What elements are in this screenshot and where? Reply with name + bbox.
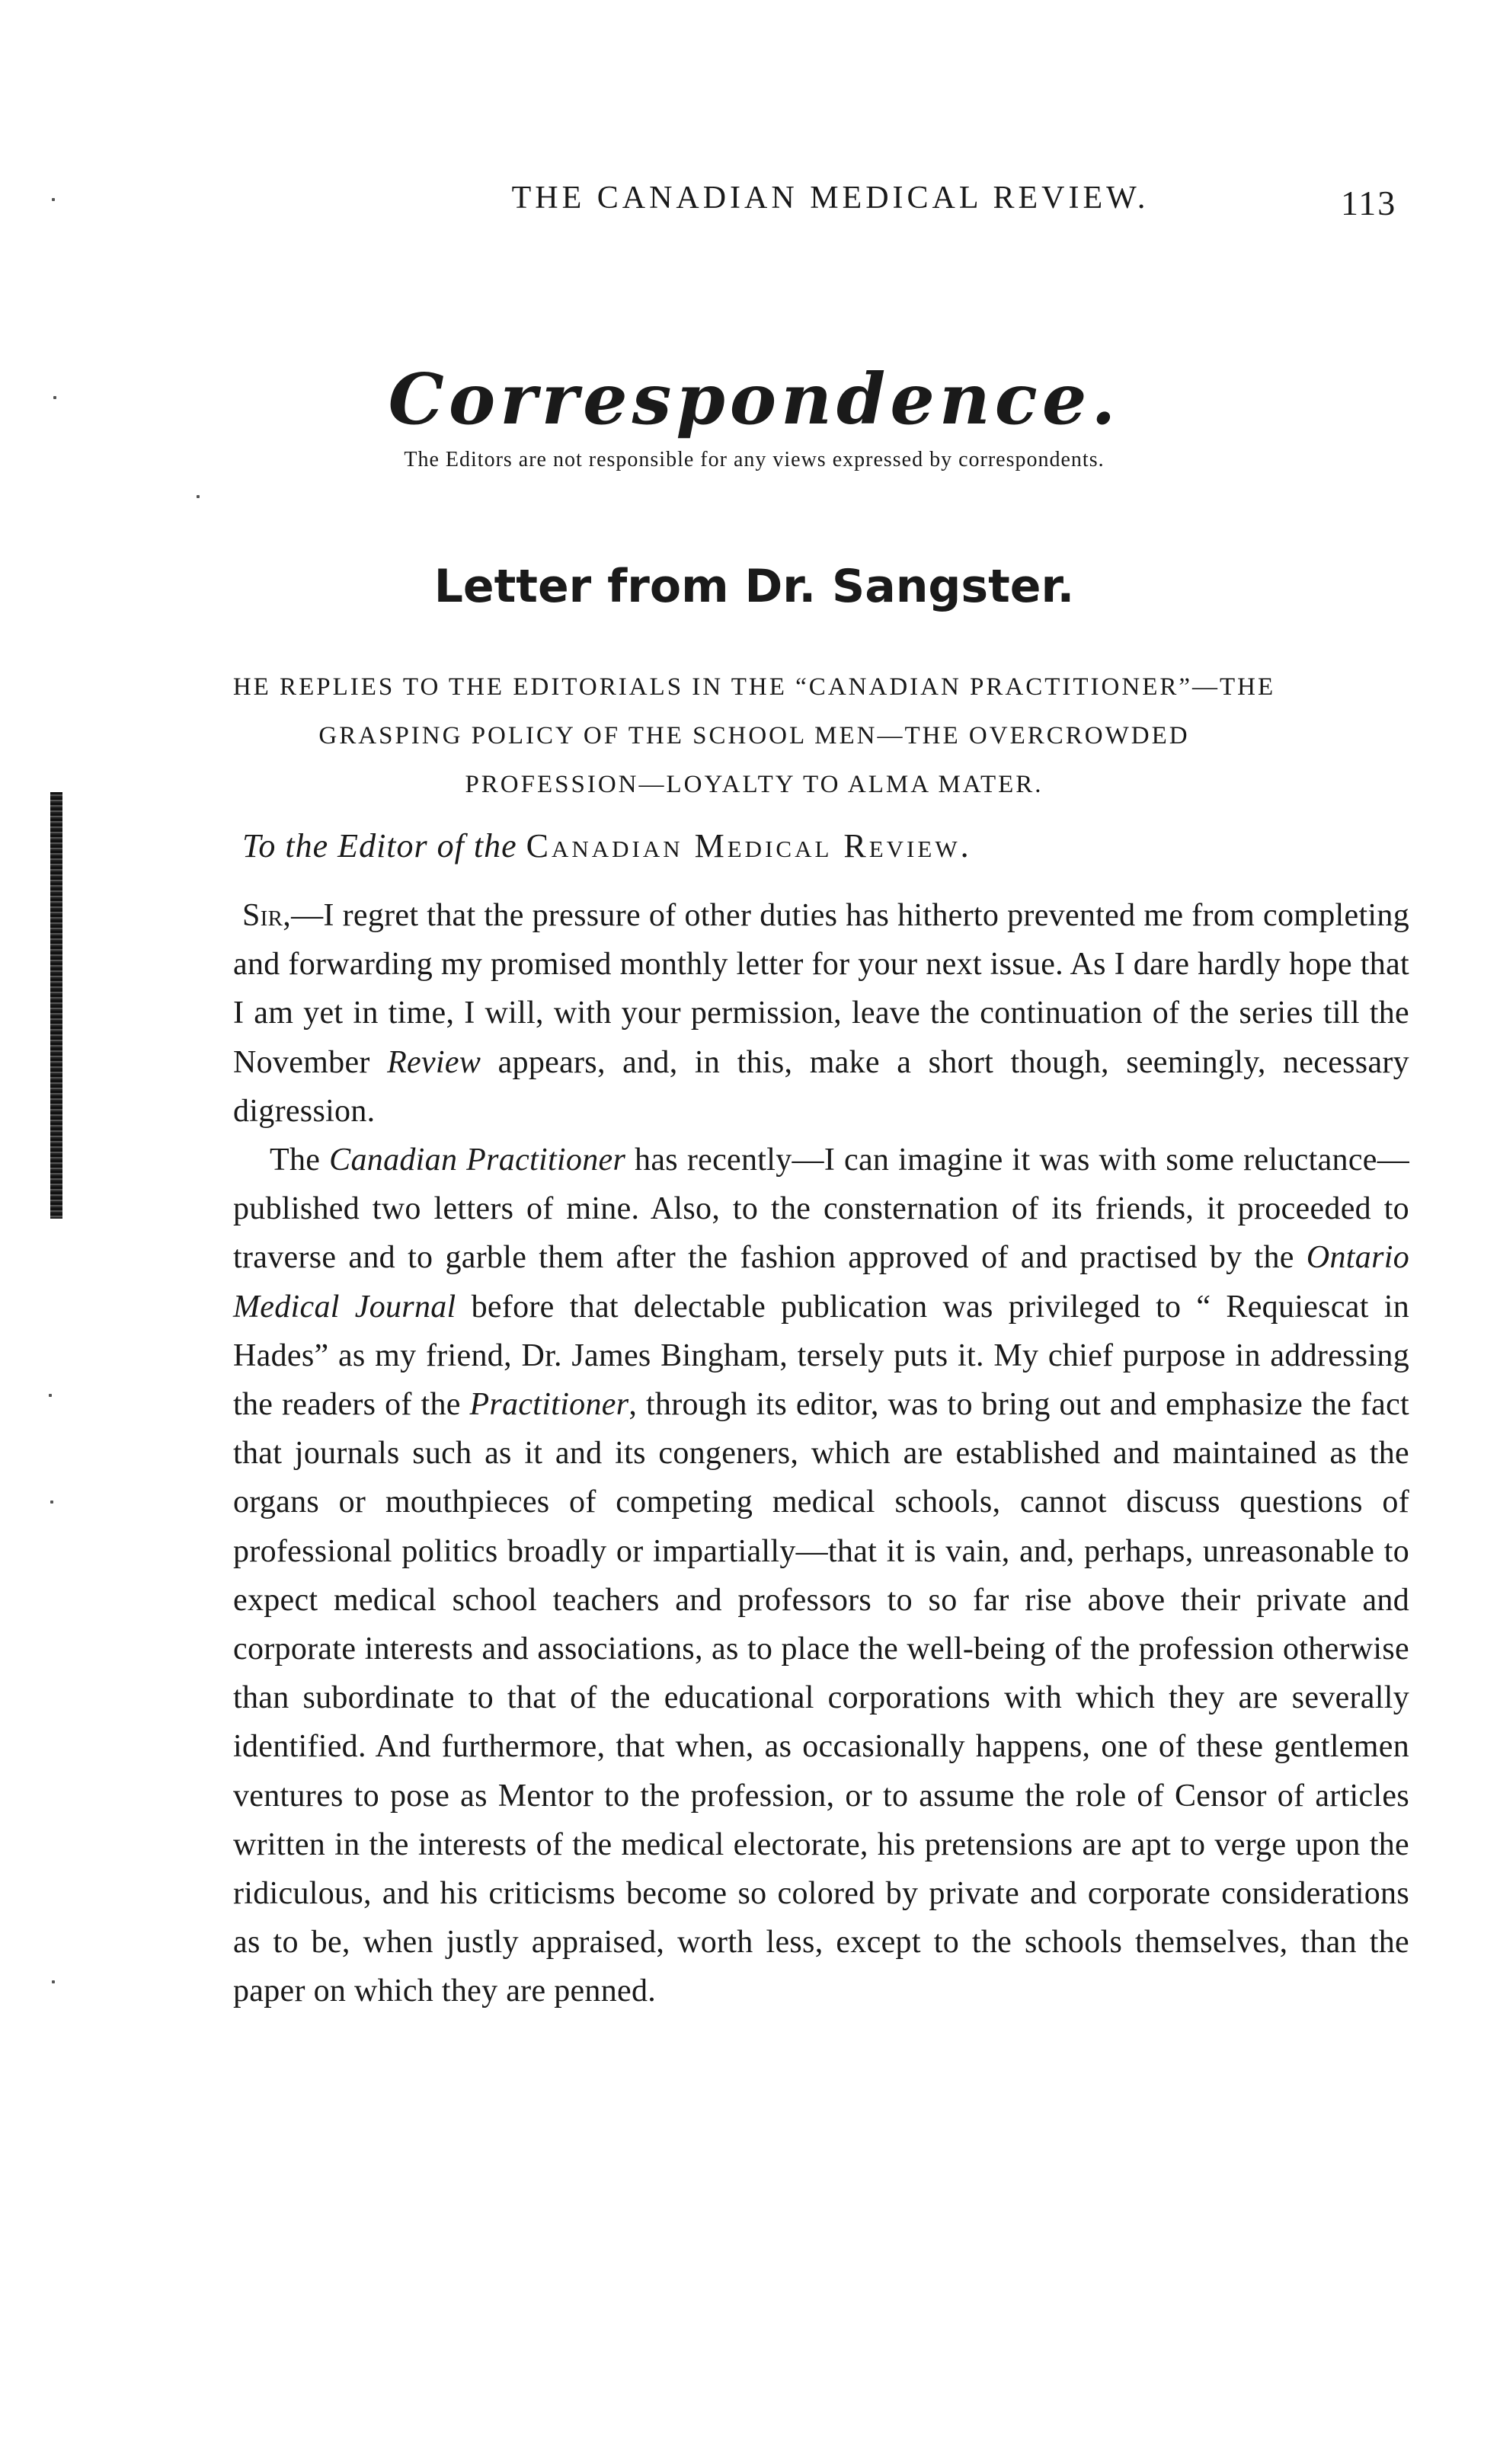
- p2-practitioner-title-2: Practitioner: [469, 1387, 629, 1423]
- p2-text-c: before that delectable publication was privileged to “ Requiescat in Hades” as my friend, Dr. James Bingham, tersely puts it. My chief purpose in addressing the readers of the: [233, 1289, 1409, 1423]
- salutation-journal: Canadian Medical Review.: [526, 827, 972, 864]
- p2-ontario-title: Ontario Medical Journal: [233, 1240, 1409, 1325]
- section-title: Correspondence.: [388, 358, 1121, 440]
- edge-speck: [53, 396, 56, 399]
- binding-edge-mark: [50, 792, 62, 1219]
- p2-text-a: The: [270, 1143, 330, 1178]
- paragraph-1: [233, 891, 1409, 1136]
- editorial-disclaimer: The Editors are not responsible for any views expressed by correspondents.: [404, 448, 1105, 471]
- page-number: 113: [1341, 184, 1397, 222]
- salutation: [242, 826, 1309, 865]
- running-head: THE CANADIAN MEDICAL REVIEW.: [511, 181, 1150, 216]
- p2-text-b: has recently—I can imagine it was with some reluctance—published two letters of mine. Also, to the consternation of its friends, it proceeded to traverse and to garble them after the fashion approved of and practised by the: [233, 1143, 1410, 1276]
- edge-speck: [197, 495, 200, 498]
- edge-speck: [49, 1394, 52, 1397]
- p1-text-a: —I regret that the pressure of other duties has hitherto prevented me from completing and forwarding my promised monthly letter for your next issue. As I dare hardly hope that I am yet in time, I will, with your permission, leave the continuation of the series till the November: [233, 898, 1409, 1080]
- edge-speck: [52, 1980, 55, 1983]
- letter-body: [233, 891, 1409, 2016]
- p1-text-b: appears, and, in this, make a short though, seemingly, necessary digression.: [233, 1044, 1409, 1129]
- paragraph-2: [233, 1136, 1409, 2016]
- article-subtitle: HE REPLIES TO THE EDITORIALS IN THE “CANADIAN PRACTITIONER”—THE GRASPING POLICY OF THE SCHOOL MEN—THE OVERCROWDED PROFESSION—LOYALTY TO ALMA MATER.: [232, 673, 1276, 798]
- article-title: Letter from Dr. Sangster.: [433, 560, 1075, 613]
- p2-text-d: , through its editor, was to bring out and emphasize the fact that journals such as it and its congeners, which are established and maintained as the organs or mouthpieces of competing medical schools, cannot discuss questions of professional politics broadly or impartially—that it is vain, and, perhaps, unreasonable to expect medical school teachers and professors to so far rise above their private and corporate interests and associations, as to place the well-being of the profession otherwise than subordinate to that of the educational corporations with which they are severally identified. And furthermore, that when, as occasionally happens, one of these gentlemen ventures to pose as Mentor to the profession, or to assume the role of Censor of articles written in the interests of the medical electorate, his pretensions are apt to verge upon the ridiculous, and his criticisms become so colored by private and corporate considerations as to be, when justly appraised, worth less, except to the schools themselves, than the paper on which they are penned.: [233, 1387, 1409, 2009]
- p1-review-title: Review: [387, 1044, 481, 1080]
- p2-practitioner-title: Canadian Practitioner: [329, 1143, 626, 1178]
- salutation-lead: To the Editor of the: [242, 827, 517, 864]
- edge-speck: [52, 198, 55, 201]
- edge-speck: [50, 1500, 53, 1504]
- greeting: Sir,: [242, 898, 292, 933]
